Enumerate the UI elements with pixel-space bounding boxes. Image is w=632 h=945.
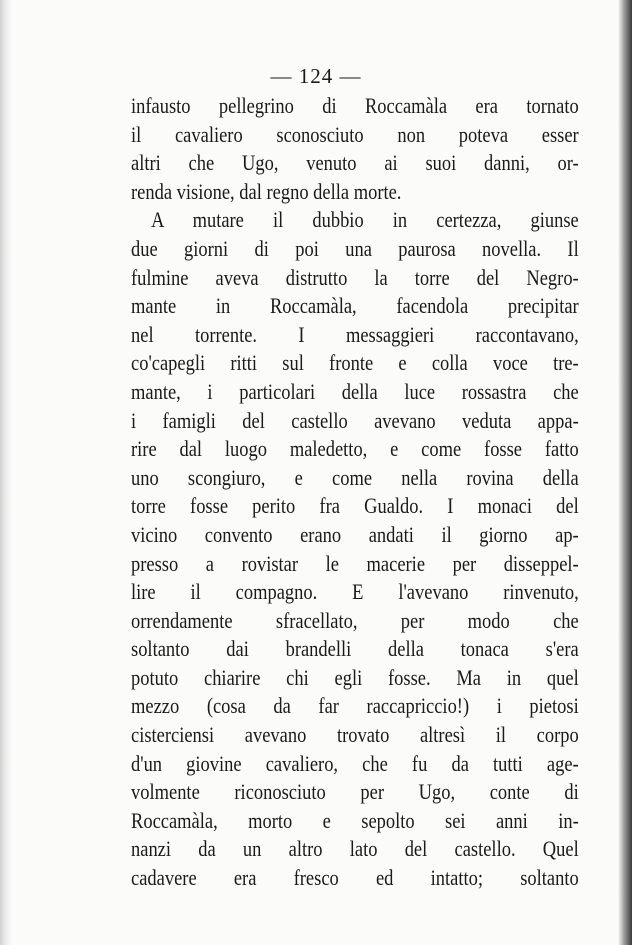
- text-line: lire il compagno. E l'avevano rinvenuto,: [131, 579, 579, 605]
- text-line: vicino convento erano andati il giorno ap-: [131, 521, 579, 547]
- text-line: Roccamàla, morto e sepolto sei anni in-: [131, 807, 579, 833]
- page-outer-edge: [618, 0, 632, 945]
- text-line: potuto chiarire chi egli fosse. Ma in quel: [131, 664, 579, 690]
- text-line: il cavaliero sconosciuto non poteva esser: [131, 121, 579, 147]
- text-line: presso a rovistar le macerie per disseppel-: [131, 550, 579, 576]
- text-line: mezzo (cosa da far raccapriccio!) i pietosi: [131, 693, 579, 719]
- text-line: co'capegli ritti sul fronte e colla voce tre-: [131, 350, 579, 376]
- text-line: soltanto dai brandelli della tonaca s'era: [131, 636, 579, 662]
- text-line: fulmine aveva distrutto la torre del Negro-: [131, 264, 579, 290]
- text-line: due giorni di poi una paurosa novella. Il: [131, 235, 579, 261]
- text-line: i famigli del castello avevano veduta appa-: [131, 407, 579, 433]
- text-line: nel torrente. I messaggieri raccontavano,: [131, 321, 579, 347]
- page-body-text: [131, 92, 579, 893]
- text-line: cadavere era fresco ed intatto; soltanto: [131, 865, 579, 891]
- text-line: nanzi da un altro lato del castello. Quel: [131, 836, 579, 862]
- text-line: mante in Roccamàla, facendola precipitar: [131, 293, 579, 319]
- text-line: A mutare il dubbio in certezza, giunse: [151, 207, 579, 233]
- text-line: renda visione, dal regno della morte.: [131, 178, 402, 204]
- page-number: — 124 —: [270, 64, 362, 88]
- text-line: altri che Ugo, venuto ai suoi danni, or-: [131, 150, 579, 176]
- text-line: d'un giovine cavaliero, che fu da tutti age-: [131, 750, 579, 776]
- text-line: orrendamente sfracellato, per modo che: [131, 607, 579, 633]
- text-line: volmente riconosciuto per Ugo, conte di: [131, 779, 579, 805]
- text-line: torre fosse perito fra Gualdo. I monaci del: [131, 493, 579, 519]
- text-line: infausto pellegrino di Roccamàla era tornato: [131, 93, 579, 118]
- text-line: uno scongiuro, e come nella rovina della: [131, 464, 579, 490]
- text-line: cisterciensi avevano trovato altresì il corpo: [131, 722, 579, 748]
- page-binding-edge: [0, 0, 12, 945]
- text-line: mante, i particolari della luce rossastra che: [131, 378, 579, 404]
- text-line: rire dal luogo maledetto, e come fosse fatto: [131, 436, 579, 462]
